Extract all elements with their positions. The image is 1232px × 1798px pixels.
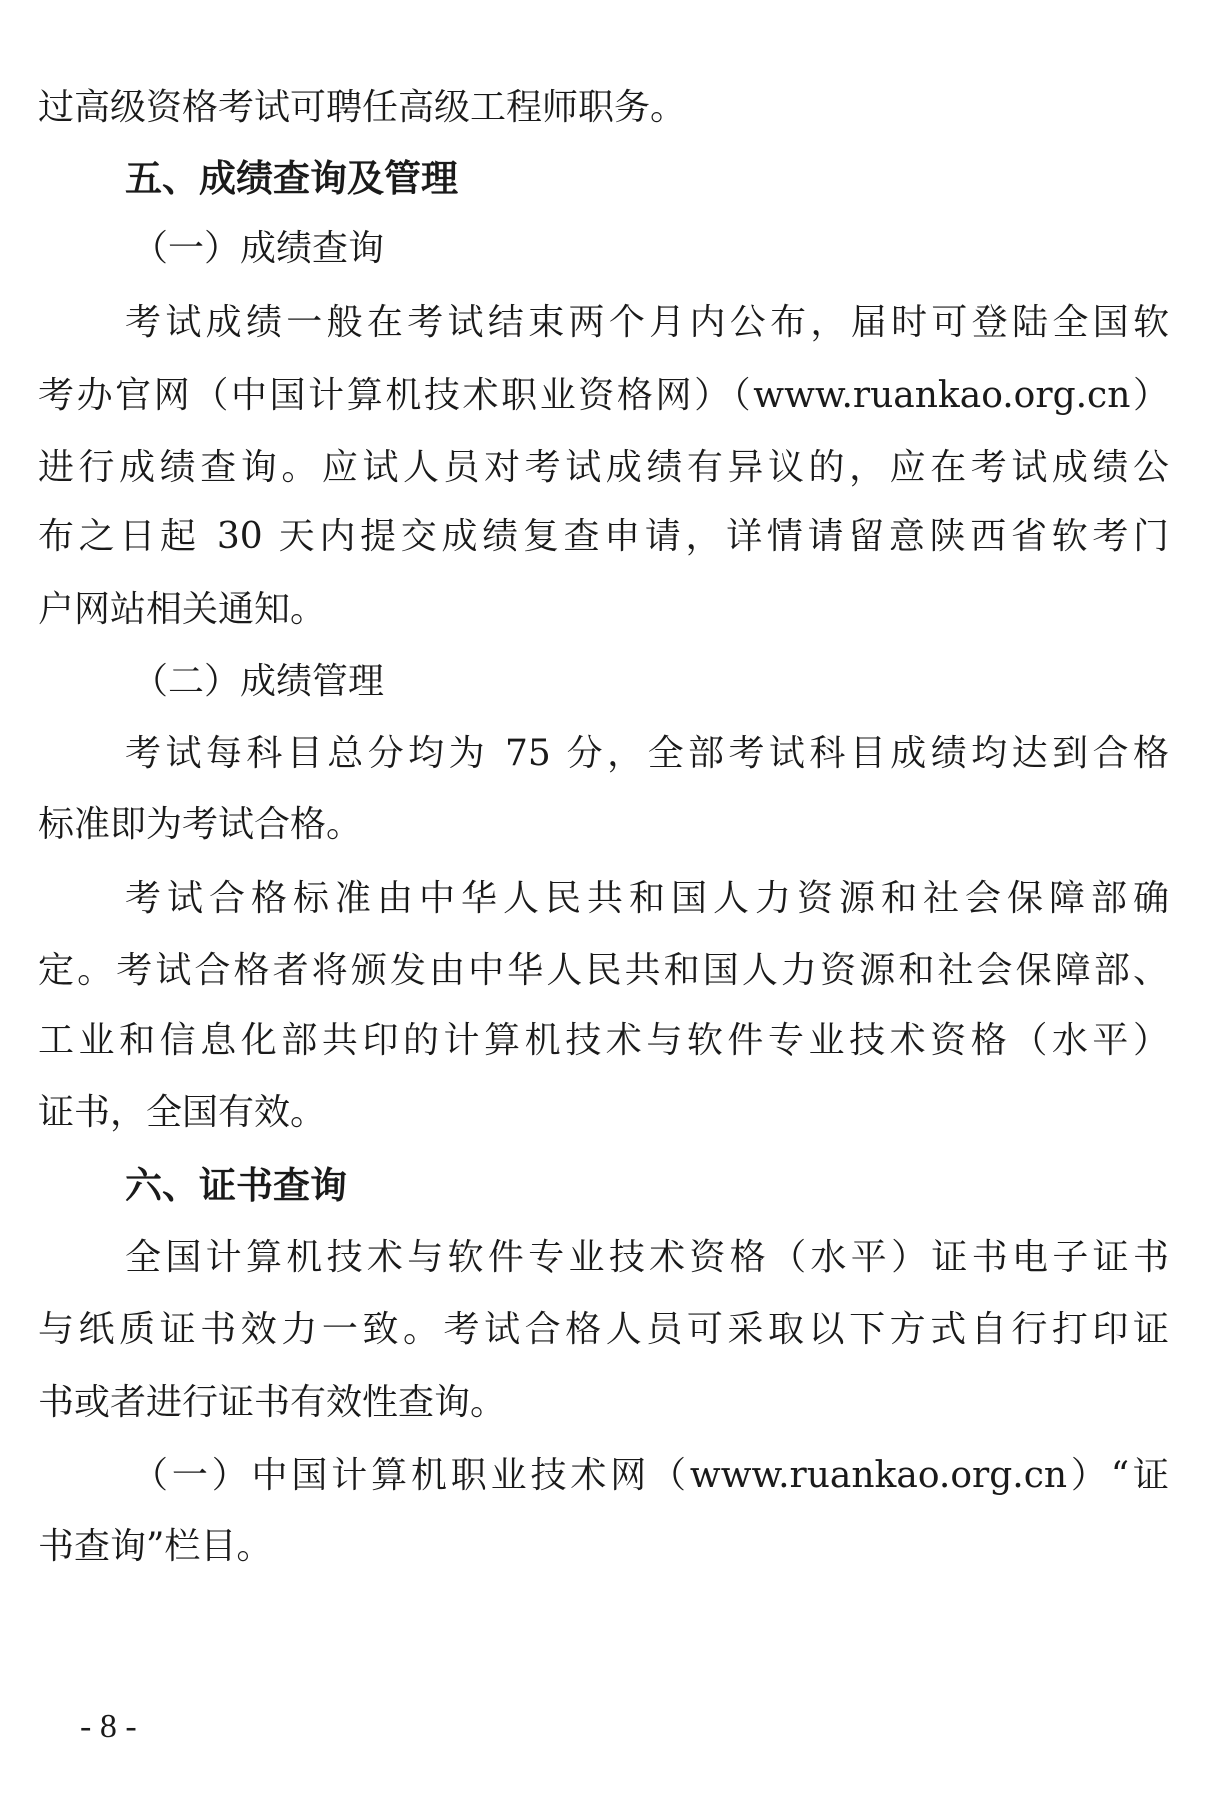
body-text-line: 标准即为考试合格。 — [38, 804, 363, 845]
subheading-score-management: （二）成绩管理 — [132, 661, 385, 702]
subheading-score-query: （一）成绩查询 — [132, 228, 385, 269]
body-text-line: 过高级资格考试可聘任高级工程师职务。 — [38, 87, 687, 128]
body-text-line: 考办官网（中国计算机技术职业资格网）（www.ruankao.org.cn） — [38, 375, 1169, 416]
body-text-line: 书或者进行证书有效性查询。 — [38, 1382, 507, 1423]
body-text-line: 定。考试合格者将颁发由中华人民共和国人力资源和社会保障部、 — [38, 950, 1169, 991]
body-text-line: 全国计算机技术与软件专业技术资格（水平）证书电子证书 — [125, 1237, 1169, 1278]
body-text-line: 工业和信息化部共印的计算机技术与软件专业技术资格（水平） — [38, 1020, 1169, 1061]
body-text-line: （一）中国计算机职业技术网（www.ruankao.org.cn）“证 — [132, 1455, 1169, 1496]
body-text-line: 户网站相关通知。 — [38, 589, 327, 630]
body-text-line: 考试成绩一般在考试结束两个月内公布，届时可登陆全国软 — [125, 302, 1169, 343]
section-heading-6: 六、证书查询 — [125, 1164, 347, 1207]
body-text-line: 书查询”栏目。 — [38, 1526, 273, 1567]
body-text-line: 考试合格标准由中华人民共和国人力资源和社会保障部确 — [125, 878, 1169, 919]
body-text-line: 考试每科目总分均为 75 分，全部考试科目成绩均达到合格 — [125, 733, 1169, 774]
section-heading-5: 五、成绩查询及管理 — [125, 157, 458, 200]
body-text-line: 证书，全国有效。 — [38, 1092, 327, 1133]
body-text-line: 进行成绩查询。应试人员对考试成绩有异议的，应在考试成绩公 — [38, 447, 1169, 488]
body-text-line: 与纸质证书效力一致。考试合格人员可采取以下方式自行打印证 — [38, 1309, 1169, 1350]
page-number: - 8 - — [80, 1708, 137, 1745]
body-text-line: 布之日起 30 天内提交成绩复查申请，详情请留意陕西省软考门 — [38, 516, 1169, 557]
